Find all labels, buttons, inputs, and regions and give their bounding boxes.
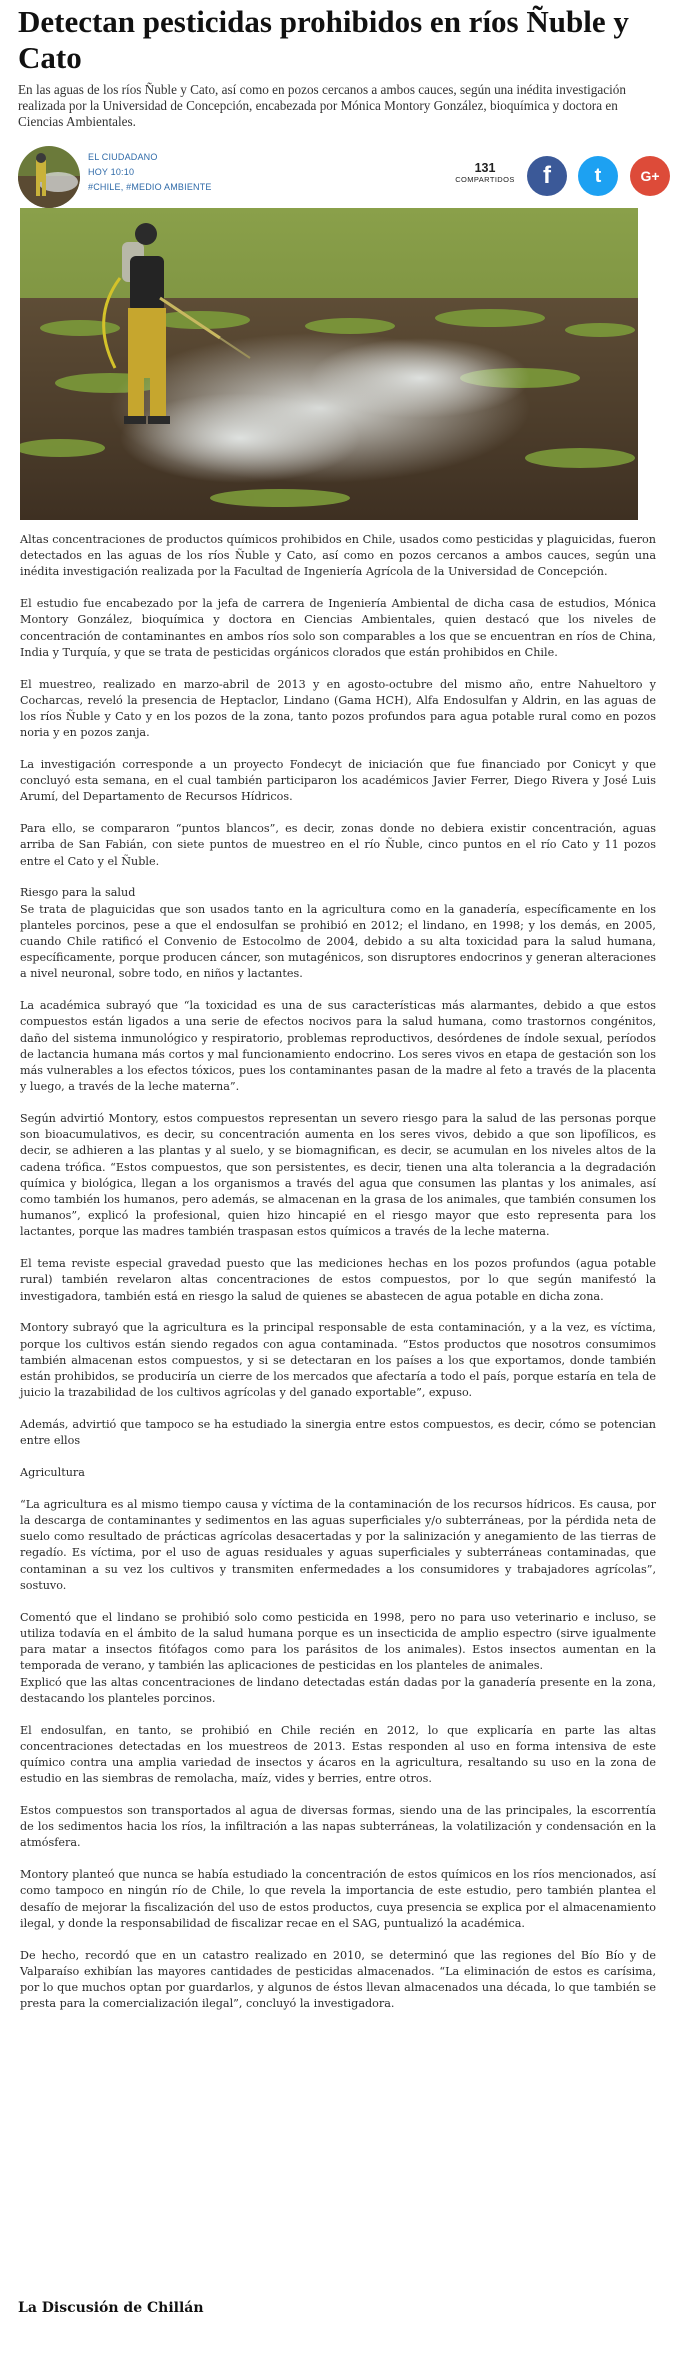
body-paragraph: Montory subrayó que la agricultura es la principal responsable de esta contaminación, y a la vez, es víctima, porque los cultivos están siendo regados con agua contaminada. “Estos productos que nosotros consumimos también almacenan estos compuestos, y si se detectaran en los países a los que exportamos, donde también están prohibidos, se produciría un cierre de los mercados que afectaría a todo el país, porque estaría en tela de juicio la trazabilidad de los cultivos agrícolas y del ganado exportable”, expuso. (20, 1321, 656, 1400)
share-label: COMPARTIDOS (455, 175, 515, 184)
body-paragraph: Además, advirtió que tampoco se ha estudiado la sinergia entre estos compuestos, es decir, cómo se potencian entre ellos (20, 1418, 656, 1448)
meta-text (88, 150, 212, 195)
body-paragraph: Montory planteó que nunca se había estudiado la concentración de estos químicos en los ríos mencionados, así como tampoco en ningún río de Chile, lo que revela la importancia de este estudio, pero también plantea el desafío de mejorar la fiscalización del uso de estos productos, cuya presencia se explica por el almacenamiento ilegal, y donde la responsabilidad de fiscalizar recae en el SAG, puntualizó la académica. (20, 1868, 656, 1930)
article-tags[interactable]: #CHILE, #MEDIO AMBIENTE (88, 182, 212, 192)
body-paragraph: Explicó que las altas concentraciones de lindano detectadas están dadas por la ganadería presente en la zona, destacando los planteles porcinos. (20, 1675, 656, 1705)
section-heading-riesgo: Riesgo para la salud (20, 886, 136, 900)
author-name[interactable]: EL CIUDADANO (88, 152, 158, 162)
body-paragraph: Según advirtió Montory, estos compuestos representan un severo riesgo para la salud de las personas porque son bioacumulativos, es decir, su concentración aumenta en los seres vivos, debido a que son lipofílicos, es decir, se adhieren a las plantas y al suelo, y se biomagnifican, es decir, se acumulan en los niveles altos de la cadena trófica. “Estos compuestos, que son persistentes, es decir, tienen una alta tolerancia a la degradación química y biológica, llegan a los organismos a través del agua que consumen las plantas y los animales, así como también los humanos, pero además, se almacenan en la grasa de los animales, que también consumen los humanos”, explicó la profesional, quien hizo hincapié en el riesgo mayor que esto representa para los lactantes, porque las madres también traspasan estos químicos a través de la leche materna. (20, 1112, 656, 1239)
facebook-share-button[interactable] (527, 156, 567, 196)
article-hero-image (20, 208, 638, 520)
article-title: Detectan pesticidas prohibidos en ríos Ñuble y Cato (18, 4, 629, 75)
share-counter (441, 162, 529, 185)
body-paragraph: Se trata de plaguicidas que son usados tanto en la agricultura como en la ganadería, específicamente en los planteles porcinos, pese a que el endosulfan se prohibió en 2012; el lindano, en 1998; y los demás, en 2005, cuando Chile ratificó el Convenio de Estocolmo de 2004, debido a su alta toxicidad para la salud humana, específicamente, porque producen cáncer, son mutagénicos, son disruptores endocrinos y generan alteraciones a nivel neuronal, sobre todo, en niños y lactantes. (20, 902, 656, 981)
share-count: 131 (474, 161, 496, 175)
body-paragraph: La investigación corresponde a un proyecto Fondecyt de iniciación que fue financiado por Conicyt y que concluyó esta semana, en el cual también participaron los académicos Javier Ferrer, Diego Rivera y José Luis Arumí, del Departamento de Recursos Hídricos. (20, 758, 656, 804)
section-heading-agricultura: Agricultura (20, 1466, 85, 1480)
twitter-share-button[interactable] (578, 156, 618, 196)
google-plus-share-button[interactable] (630, 156, 670, 196)
body-paragraph: El muestreo, realizado en marzo-abril de 2013 y en agosto-octubre del mismo año, entre Nahueltoro y Cocharcas, reveló la presencia de Heptaclor, Lindano (Gama HCH), Alfa Endosulfan y Aldrin, en las aguas de los ríos Ñuble y Cato y en los pozos de la zona, tanto pozos profundos para agua potable rural como en pozos noria y en pozos zanja. (20, 677, 656, 740)
author-avatar[interactable] (18, 146, 80, 208)
body-paragraph: El endosulfan, en tanto, se prohibió en Chile recién en 2012, lo que explicaría en parte las altas concentraciones detectadas en los muestreos de 2013. Estas responden al uso en forma intensiva de este químico contra una amplia variedad de insectos y ácaros en la agricultura, resaltando su uso en la zona de estudio en las siembras de remolacha, maíz, vides y berries, entre otros. (20, 1723, 656, 1786)
body-paragraph: La académica subrayó que “la toxicidad es una de sus características más alarmantes, debido a que estos compuestos están ligados a una serie de efectos nocivos para la salud humana, como trastornos congénitos, daño del sistema inmunológico y respiratorio, problemas reproductivos, desórdenes de índole sexual, períodos de lactancia humana más cortos y mal funcionamiento endocrino. Los seres vivos en etapa de gestación son los más vulnerables a los efectos tóxicos, pues los contaminantes pasan de la madre al feto a través de la placenta y luego, a través de la leche materna”. (20, 999, 656, 1094)
body-paragraph: Comentó que el lindano se prohibió solo como pesticida en 1998, pero no para uso veterinario e incluso, se utiliza todavía en el ámbito de la salud humana porque es un insecticida de amplio espectro (sirve igualmente para matar a insectos fitófagos como para los parásitos de los animales). Estos insectos aumentan en la temporada de verano, y también las aplicaciones de pesticidas en los planteles de animales. (20, 1610, 656, 1673)
publish-date: HOY 10:10 (88, 167, 135, 177)
article-lead: En las aguas de los ríos Ñuble y Cato, así como en pozos cercanos a ambos cauces, según una inédita investigación realizada por la Universidad de Concepción, encabezada por Mónica Montory González, bioquímica y doctora en Ciencias Ambientales. (18, 82, 626, 129)
google-plus-icon: G+ (640, 168, 660, 184)
body-paragraph: Estos compuestos son transportados al agua de diversas formas, siendo una de las principales, la escorrentía de los sedimentos hacia los ríos, la infiltración a las napas subterráneas, la volatilización y condensación en la atmósfera. (20, 1803, 656, 1850)
body-paragraph: Para ello, se compararon “puntos blancos”, es decir, zonas donde no debiera existir concentración, aguas arriba de San Fabián, con siete puntos de muestreo en el río Ñuble, cinco puntos en el río Cato y 11 pozos entre el Cato y el Ñuble. (20, 822, 656, 868)
article-body (20, 532, 656, 2028)
body-paragraph: El tema reviste especial gravedad puesto que las mediciones hechas en los pozos profundos (agua potable rural) también revelaron altas concentraciones de estos compuestos, por lo que según manifestó la investigadora, también está en riesgo la salud de quienes se abastecen de agua potable en dicha zona. (20, 1257, 656, 1303)
facebook-icon: f (543, 162, 551, 189)
body-paragraph: De hecho, recordó que en un catastro realizado en 2010, se determinó que las regiones del Bío Bío y de Valparaíso exhibían las mayores cantidades de pesticidas almacenados. “La eliminación de estos es carísima, por lo que muchos optan por guardarlos, y algunos de éstos llevan almacenados una década, lo que también se presta para la comercialización ilegal”, concluyó la investigadora. (20, 1948, 656, 2011)
body-paragraph: El estudio fue encabezado por la jefa de carrera de Ingeniería Ambiental de dicha casa de estudios, Mónica Montory González, bioquímica y doctora en Ciencias Ambientales, quien destacó que los niveles de concentración de contaminantes en ambos ríos solo son comparables a los que se encuentran en ríos de China, India y Turquía, y que se trata de pesticidas orgánicos clorados que están prohibidos en Chile. (20, 597, 656, 659)
body-paragraph: “La agricultura es al mismo tiempo causa y víctima de la contaminación de los recursos hídricos. Es causa, por la descarga de contaminantes y sedimentos en las aguas superficiales y/o subterráneas, por la pérdida neta de suelo como resultado de prácticas agrícolas desacertadas y por la salinización y anegamiento de las tierras de regadío. Es víctima, por el uso de aguas residuales y aguas superficiales y subterráneas contaminadas, que contaminan a su vez los cultivos y transmiten enfermedades a los consumidores y trabajadores agrícolas”, sostuvo. (20, 1497, 656, 1592)
source-credit: La Discusión de Chillán (18, 2300, 204, 2316)
body-paragraph: Altas concentraciones de productos químicos prohibidos en Chile, usados como pesticidas y plaguicidas, fueron detectados en las aguas de los ríos Ñuble y Cato, así como en pozos cercanos a ambos cauces, según una inédita investigación realizada por la Facultad de Ingeniería Agrícola de la Universidad de Concepción. (20, 533, 656, 579)
twitter-icon: t (594, 164, 602, 187)
